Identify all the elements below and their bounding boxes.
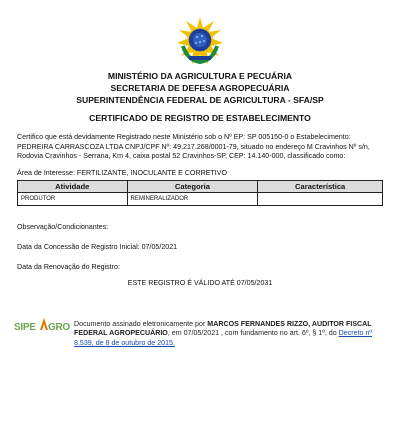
- svg-text:GRO: GRO: [48, 322, 70, 333]
- concession-date: Data da Concessão de Registro Inicial: 07/05/2021: [17, 243, 178, 251]
- activity-table: [17, 180, 383, 206]
- interest-area: Área de Interesse: FERTILIZANTE, INOCULANTE E CORRETIVO: [17, 169, 227, 177]
- coat-of-arms-emblem: [175, 16, 225, 66]
- svg-text:SIPE: SIPE: [14, 322, 36, 333]
- table-row: [18, 193, 383, 206]
- cell-activity: PRODUTOR: [18, 193, 128, 206]
- decree-link[interactable]: Decreto nº 8.539, de 8 de outubro de 2015.: [74, 329, 372, 347]
- header-category: Categoria: [127, 181, 258, 193]
- signature-middle: , em 07/05/2021 , com fundamento no art. 6º, § 1º, do: [167, 329, 337, 338]
- certificate-title: CERTIFICADO DE REGISTRO DE ESTABELECIMENTO: [89, 113, 311, 123]
- validity-statement: ESTE REGISTRO É VÁLIDO ATÉ 07/05/2031: [127, 279, 273, 287]
- header-activity: Atividade: [18, 181, 128, 193]
- header-characteristic: Característica: [258, 181, 383, 193]
- superintendence-heading: SUPERINTENDÊNCIA FEDERAL DE AGRICULTURA - SFA/SP: [76, 95, 324, 105]
- signature-prefix: Documento assinado eletronicamente por: [74, 320, 206, 328]
- signature-block: [74, 320, 384, 348]
- cell-category: REMINERALIZADOR: [127, 193, 258, 206]
- certificate-body: Certifico que está devidamente Registrado neste Ministério sob o Nº EP: SP 005150-0 o Estabelecimento: PEDREIRA CARRASCOZA LTDA CNPJ/CPF Nº: 49.217.268/0001-79, situado no endereço M Cravinhos Nº s/n, Rodovia Cravinhos - Serrana, Km 4, caixa postal 52 Cravinhos-SP, CEP: 14.140-000, classificado como:: [17, 133, 370, 161]
- observation-label: Observação/Condicionantes:: [17, 223, 109, 231]
- sipeagro-logo: [14, 318, 72, 334]
- cell-characteristic: [258, 193, 383, 206]
- secretariat-heading: SECRETARIA DE DEFESA AGROPECUÁRIA: [110, 83, 290, 93]
- ministry-heading: MINISTÉRIO DA AGRICULTURA E PECUÁRIA: [107, 71, 293, 81]
- renewal-date: Data da Renovação do Registro:: [17, 263, 120, 271]
- signer-name: MARCOS FERNANDES RIZZO, AUDITOR FISCAL FEDERAL AGROPECUÁRIO: [74, 320, 372, 338]
